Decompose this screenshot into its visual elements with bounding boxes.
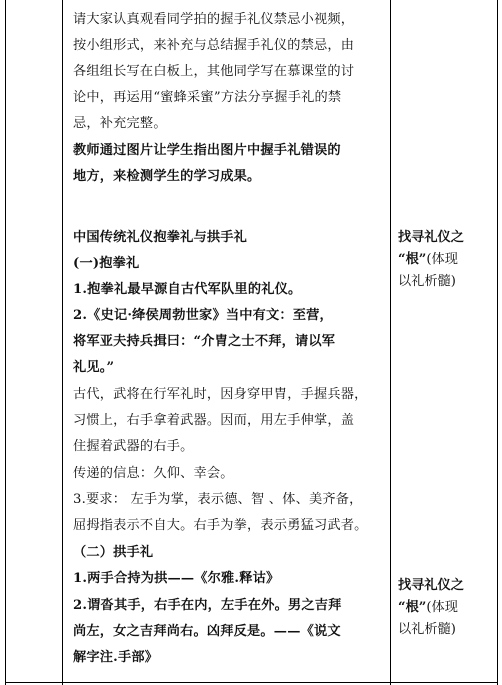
table-border-inner-left	[62, 0, 63, 685]
content-line: 2.谓沓其手，右手在内，左手在外。男之吉拜	[73, 598, 342, 613]
content-line: 古代，武将在行军礼时，因身穿甲胄，手握兵器，	[73, 387, 368, 402]
content-line: 住握着武器的右手。	[73, 439, 194, 454]
content-line: 2.《史记·绛侯周勃世家》当中有文：至营，	[73, 308, 333, 323]
side-note-text: (体现	[426, 600, 458, 615]
content-line: 礼见。”	[73, 360, 115, 375]
side-note-line: 以礼析髓)	[398, 274, 456, 289]
content-line: 解字注.手部》	[73, 650, 159, 665]
content-line: 3.要求： 左手为掌，表示德、智 、体、美齐备，	[73, 492, 363, 507]
content-line: 论中，再运用“蜜蜂采蜜”方法分享握手礼的禁	[73, 90, 342, 105]
table-border-middle	[390, 0, 391, 685]
content-line: 习惯上，右手拿着武器。因而，用左手伸掌，盖	[73, 413, 355, 428]
content-line: 1.抱拳礼最早源自古代军队里的礼仪。	[73, 282, 302, 297]
table-border-left	[5, 0, 6, 685]
side-note-text: (体现	[426, 252, 458, 267]
side-note-line: 以礼析髓)	[398, 622, 456, 637]
side-note-line	[398, 597, 464, 619]
content-line: 地方，来检测学生的学习成果。	[73, 169, 261, 184]
content-line: 传递的信息：久仰、幸会。	[73, 466, 234, 481]
content-line: 将军亚夫持兵揖曰：“介胄之士不拜，请以军	[73, 334, 336, 349]
content-line: 1.两手合持为拱——《尔雅.释诂》	[73, 571, 280, 586]
side-note-emphasis: “根”	[398, 252, 427, 267]
table-border-right	[497, 0, 498, 685]
content-line: 忌，补充完整。	[73, 116, 167, 131]
side-note	[398, 227, 464, 293]
subsection-heading: （二）拱手礼	[73, 545, 154, 560]
content-line: 屈拇指表示不自大。右手为拳，表示勇猛习武者。	[73, 518, 368, 533]
content-line: 教师通过图片让学生指出图片中握手礼错误的	[73, 143, 341, 158]
side-note-line	[398, 249, 464, 271]
content-line: 尚左，女之吉拜尚右。凶拜反是。——《说文	[73, 624, 341, 639]
side-note-line: 找寻礼仪之	[398, 230, 464, 245]
side-note-emphasis: “根”	[398, 600, 427, 615]
subsection-heading: (一)抱拳礼	[73, 256, 140, 271]
content-line: 按小组形式，来补充与总结握手礼仪的禁忌，由	[73, 38, 355, 53]
content-line: 各组组长写在白板上，其他同学写在慕课堂的讨	[73, 64, 355, 79]
side-note	[398, 575, 464, 641]
content-line: 请大家认真观看同学拍的握手礼仪禁忌小视频，	[73, 12, 355, 27]
main-content-cell	[73, 0, 389, 685]
section-heading: 中国传统礼仪抱拳礼与拱手礼	[73, 230, 248, 245]
side-note-line: 找寻礼仪之	[398, 578, 464, 593]
